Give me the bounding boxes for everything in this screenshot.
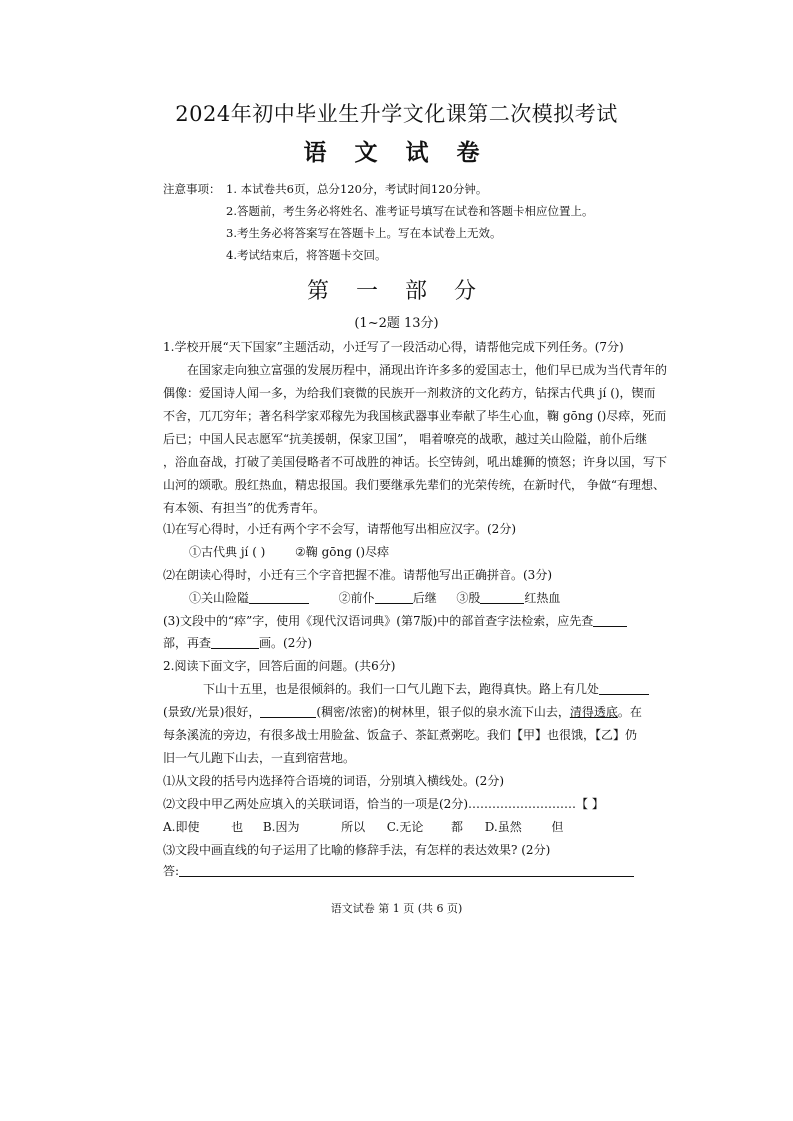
q1-stem: 1.学校开展“天下国家”主题活动，小迁写了一段活动心得，请帮他完成下列任务。(7分) [163, 340, 624, 354]
q2-p2-c: 。在 [617, 705, 642, 719]
answer-blank[interactable] [249, 591, 309, 604]
answer-blank[interactable] [375, 591, 413, 604]
q2-underlined-sentence: 清得透底 [569, 705, 618, 719]
q2-sub3: ⑶文段中画直线的句子运用了比喻的修辞手法，有怎样的表达效果? (2分) [163, 843, 551, 857]
q1-sub3-tail [163, 634, 312, 651]
q1-sub3-tail-a: 部，再查 [163, 636, 212, 650]
q1-sub3 [163, 612, 627, 629]
notice-item [163, 244, 593, 266]
part-title: 第 一 部 分 [307, 279, 486, 304]
answer-line[interactable] [179, 864, 634, 877]
q2-option-c: C.无论 [386, 820, 424, 834]
exam-title: 2024年初中毕业生升学文化课第二次模拟考试 [175, 102, 618, 126]
q1-sub3-head: (3)文段中的“瘁”字，使用《现代汉语词典》(第7版)中的部首查字法检索，应先查 [163, 614, 594, 628]
notice-item [163, 222, 593, 244]
q2-option-b: B.因为 [262, 820, 300, 834]
q2-passage-line [163, 703, 642, 720]
q1-passage-line: 在国家走向独立富强的发展历程中，涌现出许许多多的爱国志士，他们早已成为当代青年的 [187, 363, 668, 377]
notice-item-text: 2.答题前，考生务必将姓名、准考证号填写在试卷和答题卡相应位置上。 [226, 204, 594, 218]
q1-sub1-b: ②鞠 gōng ()尽瘁 [295, 545, 390, 559]
q1-passage-line: 不舍，兀兀穷年；著名科学家邓稼先为我国核武器事业奉献了毕生心血，鞠 gōng ()尽瘁，死而 [163, 409, 667, 423]
q1-sub2-c-tail: 红热血 [524, 591, 561, 605]
q2-option-a-word: 也 [231, 820, 244, 834]
q2-passage-line: 每条溪流的旁边，有很多战士用脸盆、饭盒子、茶缸煮粥吃。我们【甲】也很饿，【乙】仍 [163, 728, 638, 742]
q1-sub2-a: ①关山险隘 [189, 591, 250, 605]
q1-sub2-c: ③殷 [456, 591, 481, 605]
notice-item [163, 200, 593, 222]
notice-label: 注意事项： [163, 182, 221, 196]
q2-p2-a: (景致/光景)很好， [163, 705, 261, 719]
q1-sub1-options [189, 543, 389, 560]
notice-item-text: 4.考试结束后，将答题卡交回。 [226, 248, 387, 262]
q2-option-d: D.虽然 [484, 820, 522, 834]
q1-sub1-a: ①古代典 jí ( ) [189, 545, 266, 559]
q1-passage-line: 后已；中国人民志愿军“抗美援朝，保家卫国”， 唱着嘹亮的战歌，越过关山险隘，前仆后继 [163, 432, 648, 446]
q2-p1: 下山十五里，也是很倾斜的。我们一口气儿跑下去，跑得真快。路上有几处 [203, 682, 600, 696]
q1-passage-line: 有本领、有担当”的优秀青年。 [163, 501, 326, 515]
q1-passage-line: 偶像：爱国诗人闻一多，为给我们衰微的民族开一剂救济的文化药方，钻探古代典 jí ()，锲而 [163, 386, 656, 400]
q1-sub3-tail-b: 画。(2分) [259, 636, 313, 650]
q2-answer [163, 862, 634, 879]
answer-blank[interactable] [260, 705, 316, 718]
q1-sub2-options [189, 589, 560, 606]
notice-item-text: 3.考生务必将答案写在答题卡上。写在本试卷上无效。 [226, 226, 502, 240]
q1-sub1: ⑴在写心得时，小迁有两个字不会写，请帮他写出相应汉字。(2分) [163, 522, 517, 536]
part-subtitle: (1~2题 13分) [354, 316, 439, 331]
q2-option-c-word: 都 [451, 820, 464, 834]
q2-passage-line: 旧一气儿跑下山去，一直到宿营地。 [163, 751, 356, 765]
subject-title: 语 文 试 卷 [303, 139, 490, 166]
notice-section [163, 178, 593, 266]
q2-sub2: ⑵文段中甲乙两处应填入的关联词语，恰当的一项是(2分)………………………【 】 [163, 797, 604, 811]
q2-passage-line [203, 680, 649, 697]
q2-sub1: ⑴从文段的括号内选择符合语境的词语，分别填入横线处。(2分) [163, 774, 505, 788]
q1-passage-line: 山河的颂歌。殷红热血，精忠报国。我们要继承先辈们的光荣传统，在新时代， 争做“有理想、 [163, 478, 665, 492]
q1-sub2-b-tail: 后继 [412, 591, 437, 605]
answer-label: 答: [163, 864, 180, 878]
answer-blank[interactable] [480, 591, 524, 604]
answer-blank[interactable] [211, 636, 259, 649]
q2-stem: 2.阅读下面文字，回答后面的问题。(共6分) [163, 659, 396, 673]
answer-blank[interactable] [593, 614, 627, 627]
q1-sub2: ⑵在朗读心得时，小迁有三个字音把握不准。请帮他写出正确拼音。(3分) [163, 568, 553, 582]
q2-option-b-word: 所以 [341, 820, 366, 834]
q2-p2-b: (稠密/浓密)的树林里，银子似的泉水流下山去， [316, 705, 570, 719]
notice-item-text: 1. 本试卷共6页，总分120分，考试时间120分钟。 [226, 182, 488, 196]
notice-item [163, 178, 593, 200]
page-footer: 语文试卷 第 1 页 (共 6 页) [330, 902, 463, 915]
q1-sub2-b: ②前仆 [338, 591, 375, 605]
q2-option-a: A.即使 [163, 820, 200, 834]
q2-option-d-word: 但 [551, 820, 564, 834]
q2-options [163, 818, 563, 835]
q1-passage-line: ，浴血奋战，打破了美国侵略者不可战胜的神话。长空铸剑，吼出雄狮的愤怒；许身以国，写下 [163, 455, 668, 469]
answer-blank[interactable] [599, 682, 649, 695]
